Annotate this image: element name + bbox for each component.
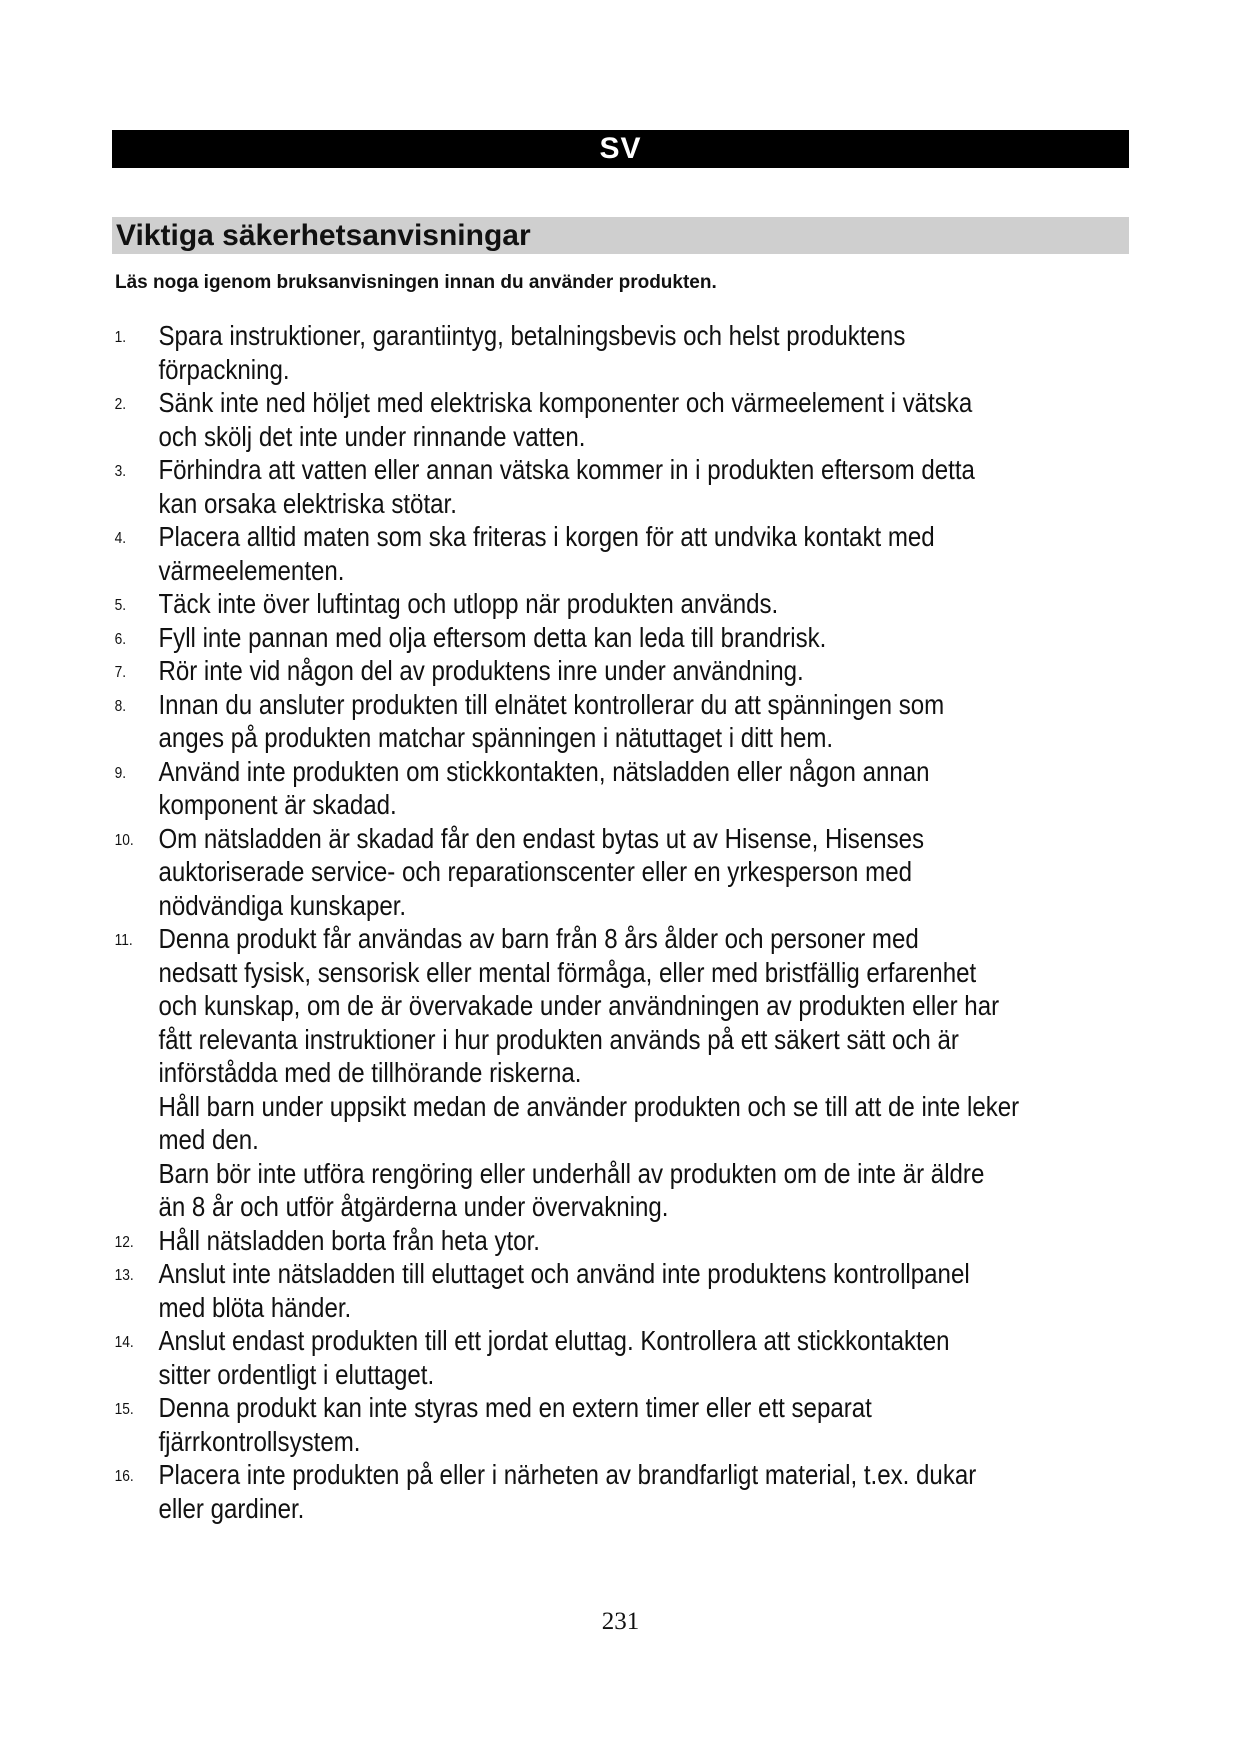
- instruction-number: 8.: [114, 697, 127, 715]
- instruction-text-line: Håll nätsladden borta från heta ytor.: [158, 1224, 540, 1256]
- instruction-text-line: Spara instruktioner, garantiintyg, betalningsbevis och helst produktens: [158, 320, 906, 351]
- instruction-list: [112, 319, 1162, 1525]
- instruction-text-line: auktoriserade service- och reparationscenter eller en yrkesperson med: [158, 856, 912, 887]
- instruction-item: [112, 1458, 1173, 1525]
- section-title: Viktiga säkerhetsanvisningar: [112, 217, 1129, 254]
- instruction-number: 16.: [114, 1468, 134, 1485]
- instruction-item: [112, 1391, 1173, 1458]
- instruction-item: [112, 654, 1173, 688]
- instruction-number: 5.: [114, 597, 127, 614]
- instruction-item: [112, 386, 1173, 453]
- instruction-number: 2.: [114, 396, 127, 413]
- instruction-item: [112, 688, 1173, 755]
- instruction-text-line: och kunskap, om de är övervakade under användningen av produkten eller har: [158, 990, 1000, 1021]
- instruction-text-line: Denna produkt får användas av barn från 8 års ålder och personer med: [158, 923, 919, 954]
- instruction-text-line: Denna produkt kan inte styras med en extern timer eller ett separat: [158, 1392, 872, 1423]
- instruction-text-line: nödvändiga kunskaper.: [158, 889, 407, 921]
- instruction-text-line: Täck inte över luftintag och utlopp när produkten används.: [158, 588, 779, 619]
- instruction-number: 12.: [114, 1233, 134, 1251]
- instruction-item: [112, 1224, 1173, 1258]
- instruction-text-line: än 8 år och utför åtgärderna under övervakning.: [158, 1191, 669, 1222]
- instruction-text-line: eller gardiner.: [158, 1492, 305, 1524]
- instruction-text-line: Om nätsladden är skadad får den endast bytas ut av Hisense, Hisenses: [158, 822, 925, 854]
- instruction-text-line: fjärrkontrollsystem.: [158, 1425, 361, 1457]
- intro-text: Läs noga igenom bruksanvisningen innan du använder produkten.: [115, 272, 717, 293]
- instruction-number: 11.: [114, 932, 133, 949]
- instruction-number: 14.: [114, 1334, 134, 1351]
- instruction-text-line: komponent är skadad.: [158, 789, 397, 820]
- instruction-number: 3.: [114, 463, 127, 480]
- instruction-text-line: Håll barn under uppsikt medan de använder produkten och se till att de inte leker: [158, 1090, 1020, 1122]
- instruction-text-line: Rör inte vid någon del av produktens inre under användning.: [158, 655, 804, 686]
- instruction-text-line: med den.: [158, 1124, 259, 1155]
- instruction-number: 9.: [114, 764, 127, 782]
- instruction-text-line: kan orsaka elektriska stötar.: [158, 487, 457, 519]
- instruction-text-line: Förhindra att vatten eller annan vätska kommer in i produkten eftersom detta: [158, 454, 975, 485]
- instruction-number: 6.: [114, 630, 127, 648]
- instruction-text-line: Anslut inte nätsladden till eluttaget och använd inte produktens kontrollpanel: [158, 1258, 970, 1289]
- language-code: SV: [599, 132, 642, 165]
- instruction-item: [112, 1324, 1173, 1391]
- instruction-text-line: Fyll inte pannan med olja eftersom detta kan leda till brandrisk.: [158, 621, 827, 653]
- language-header-bar: [112, 130, 1129, 168]
- instruction-text-line: anges på produkten matchar spänningen i nätuttaget i ditt hem.: [158, 722, 834, 753]
- instruction-item: [112, 755, 1173, 822]
- instruction-text-line: Anslut endast produkten till ett jordat eluttag. Kontrollera att stickkontakten: [158, 1325, 950, 1356]
- instruction-item: [112, 520, 1173, 587]
- instruction-text-line: fått relevanta instruktioner i hur produkten används på ett säkert sätt och är: [158, 1023, 959, 1055]
- instruction-number: 7.: [114, 664, 127, 681]
- instruction-text-line: värmeelementen.: [158, 554, 345, 586]
- instruction-text-line: med blöta händer.: [158, 1291, 352, 1323]
- instruction-item: [112, 319, 1173, 386]
- instruction-number: 10.: [114, 831, 134, 849]
- instruction-number: 4.: [114, 530, 127, 547]
- instruction-text-line: införstådda med de tillhörande riskerna.: [158, 1057, 582, 1088]
- instruction-item: [112, 453, 1173, 520]
- instruction-item: [112, 621, 1173, 655]
- instruction-text-line: Sänk inte ned höljet med elektriska komponenter och värmeelement i vätska: [158, 387, 973, 418]
- instruction-number: 15.: [114, 1401, 134, 1418]
- instruction-text-line: nedsatt fysisk, sensorisk eller mental förmåga, eller med bristfällig erfarenhet: [158, 956, 977, 988]
- instruction-number: 13.: [114, 1267, 134, 1284]
- instruction-text-line: Barn bör inte utföra rengöring eller underhåll av produkten om de inte är äldre: [158, 1157, 985, 1189]
- instruction-text-line: och skölj det inte under rinnande vatten.: [158, 420, 586, 452]
- instruction-text-line: Innan du ansluter produkten till elnätet kontrollerar du att spänningen som: [158, 688, 945, 720]
- instruction-item: [112, 587, 1173, 621]
- instruction-item: [112, 1257, 1173, 1324]
- instruction-text-line: sitter ordentligt i eluttaget.: [158, 1358, 435, 1390]
- instruction-text-line: Placera inte produkten på eller i närheten av brandfarligt material, t.ex. dukar: [158, 1459, 977, 1490]
- instruction-text-line: Använd inte produkten om stickkontakten, nätsladden eller någon annan: [158, 755, 930, 787]
- page-number: 231: [601, 1608, 640, 1635]
- instruction-number: 1.: [114, 329, 127, 346]
- instruction-text-line: Placera alltid maten som ska friteras i korgen för att undvika kontakt med: [158, 521, 935, 552]
- instruction-text-line: förpackning.: [158, 353, 290, 385]
- instruction-item: [112, 822, 1173, 923]
- instruction-item: [112, 922, 1173, 1224]
